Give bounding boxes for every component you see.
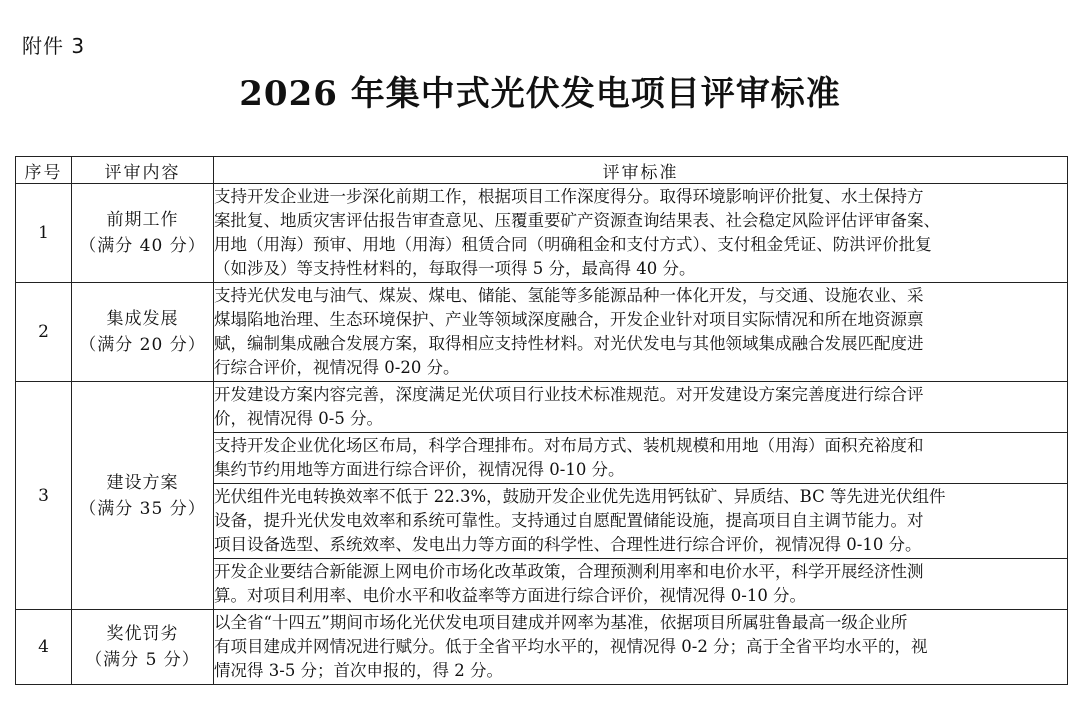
criteria-line: 支持光伏发电与油气、煤炭、煤电、储能、氢能等多能源品种一体化开发，与交通、设施农业、采 <box>214 286 924 305</box>
criteria-line: 赋，编制集成融合发展方案，取得相应支持性材料。对光伏发电与其他领域集成融合发展匹配度进 <box>214 334 924 353</box>
row-serial-number: 1 <box>16 184 72 283</box>
criteria-cell <box>214 382 1068 433</box>
criteria-line: 行综合评价，视情况得 0-20 分。 <box>214 358 460 377</box>
item-name: 前期工作 <box>106 210 179 230</box>
table-row <box>16 184 1068 283</box>
header-evaluation-content: 评审内容 <box>72 157 214 184</box>
criteria-line: 项目设备选型、系统效率、发电出力等方面的科学性、合理性进行综合评价，视情况得 0-10 分。 <box>214 535 922 554</box>
criteria-line: 集约节约用地等方面进行综合评价，视情况得 0-10 分。 <box>214 460 625 479</box>
row-evaluation-item <box>72 184 214 283</box>
criteria-line: 光伏组件光电转换效率不低于 22.3%，鼓励开发企业优先选用钙钛矿、异质结、BC 等先进光伏组件 <box>214 487 946 506</box>
row-evaluation-item <box>72 610 214 685</box>
item-max-score: （满分 35 分） <box>79 498 206 519</box>
criteria-line: 开发建设方案内容完善，深度满足光伏项目行业技术标准规范。对开发建设方案完善度进行综合评 <box>214 385 924 404</box>
row-serial-number: 4 <box>16 610 72 685</box>
criteria-line: 以全省“十四五”期间市场化光伏发电项目建成并网率为基准，依据项目所属驻鲁最高一级企业所 <box>214 613 908 632</box>
criteria-line: 用地（用海）预审、用地（用海）租赁合同（明确租金和支付方式）、支付租金凭证、防洪评价批复 <box>214 235 932 254</box>
criteria-line: 支持开发企业进一步深化前期工作，根据项目工作深度得分。取得环境影响评价批复、水土保持方 <box>214 187 924 206</box>
table-row <box>16 610 1068 685</box>
criteria-cell <box>214 610 1068 685</box>
criteria-line: 算。对项目利用率、电价水平和收益率等方面进行综合评价，视情况得 0-10 分。 <box>214 586 807 605</box>
criteria-line: 开发企业要结合新能源上网电价市场化改革政策，合理预测利用率和电价水平，科学开展经济性测 <box>214 562 924 581</box>
row-evaluation-item <box>72 382 214 610</box>
item-max-score: （满分 40 分） <box>79 236 206 256</box>
criteria-line: 煤塌陷地治理、生态环境保护、产业等领域深度融合，开发企业针对项目实际情况和所在地资源禀 <box>214 310 924 329</box>
criteria-line: 支持开发企业优化场区布局，科学合理排布。对布局方式、装机规模和用地（用海）面积充裕度和 <box>214 436 924 455</box>
item-name: 集成发展 <box>106 309 179 329</box>
row-evaluation-item <box>72 283 214 382</box>
row-serial-number: 2 <box>16 283 72 382</box>
attachment-label: 附件 3 <box>22 34 86 58</box>
item-max-score: （满分 20 分） <box>79 335 206 355</box>
criteria-cell <box>214 283 1068 382</box>
table-row <box>16 283 1068 382</box>
criteria-cell <box>214 184 1068 283</box>
header-evaluation-standard: 评审标准 <box>214 157 1068 184</box>
row-serial-number: 3 <box>16 382 72 610</box>
item-name: 建设方案 <box>106 472 179 493</box>
criteria-line: （如涉及）等支持性材料的，每取得一项得 5 分，最高得 40 分。 <box>214 259 696 278</box>
criteria-line: 设备，提升光伏发电效率和系统可靠性。支持通过自愿配置储能设施，提高项目自主调节能力。对 <box>214 511 924 530</box>
criteria-cell <box>214 484 1068 559</box>
item-name: 奖优罚劣 <box>106 624 179 644</box>
criteria-line: 有项目建成并网情况进行赋分。低于全省平均水平的，视情况得 0-2 分；高于全省平均水平的，视 <box>214 637 928 656</box>
item-max-score: （满分 5 分） <box>85 650 200 670</box>
criteria-line: 案批复、地质灾害评估报告审查意见、压覆重要矿产资源查询结果表、社会稳定风险评估评审备案、 <box>214 211 940 230</box>
table-header-row <box>16 157 1068 184</box>
criteria-cell <box>214 433 1068 484</box>
criteria-line: 价，视情况得 0-5 分。 <box>214 409 384 428</box>
header-serial-number: 序号 <box>16 157 72 184</box>
table-row <box>16 382 1068 433</box>
criteria-cell <box>214 559 1068 610</box>
page-title: 2026 年集中式光伏发电项目评审标准 <box>239 74 841 114</box>
criteria-line: 情况得 3-5 分；首次申报的，得 2 分。 <box>214 661 504 680</box>
evaluation-standard-table <box>15 156 1068 685</box>
